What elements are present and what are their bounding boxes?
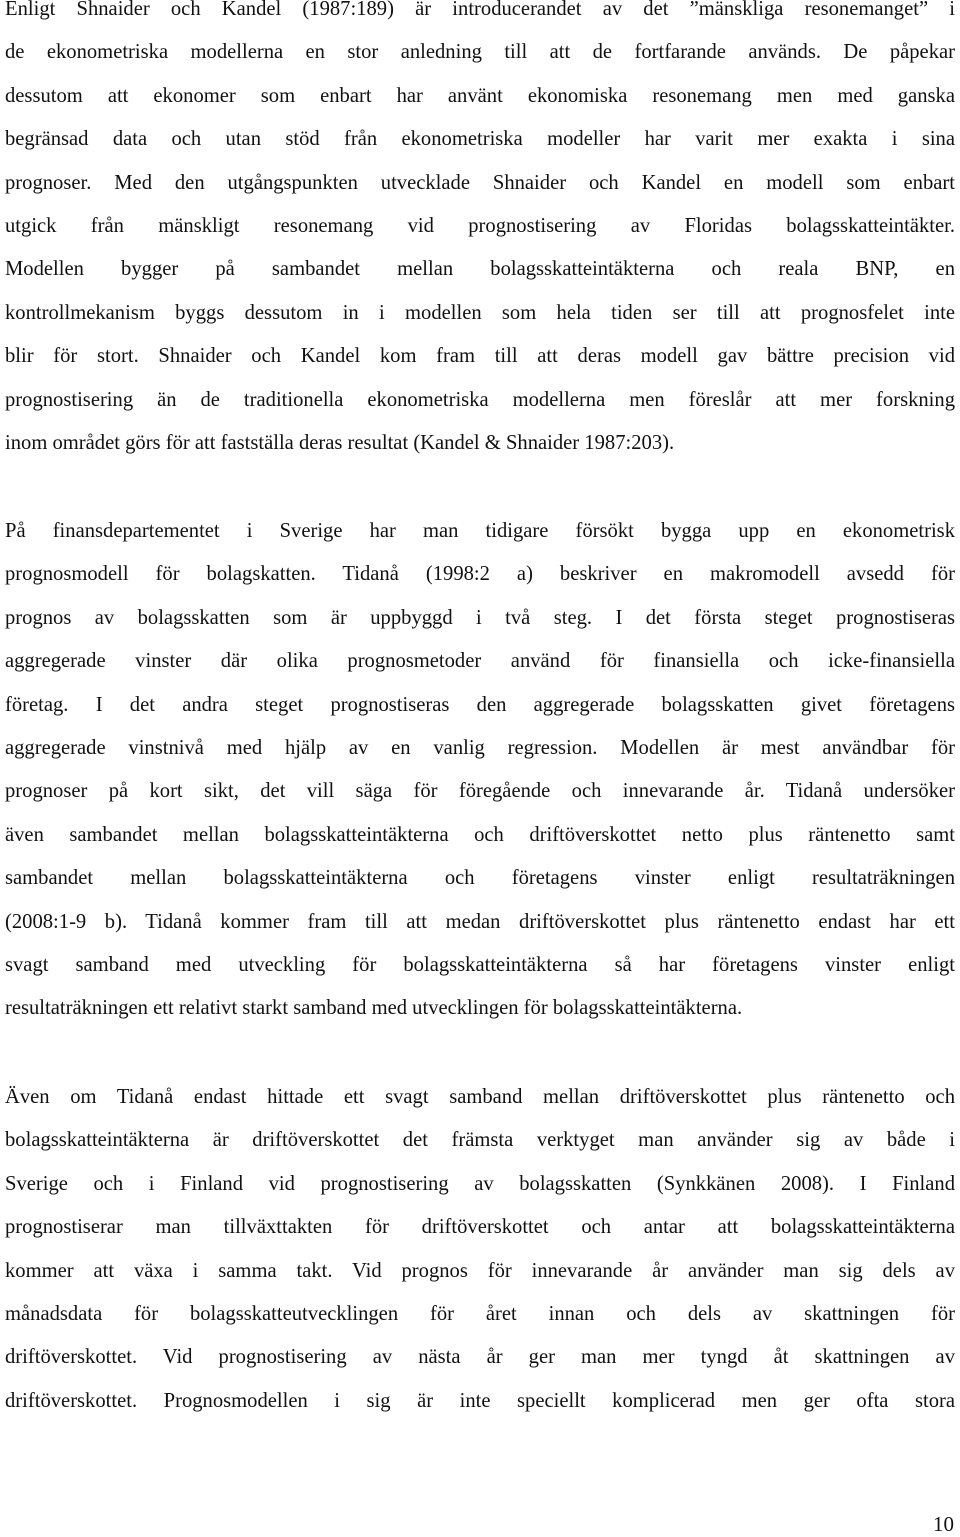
text-line: På finansdepartementet i Sverige har man tidigare försökt bygga upp en ekonometrisk [5, 520, 955, 542]
text-line: de ekonometriska modellerna en stor anledning till att de fortfarande används. De påpekar [5, 41, 955, 64]
text-line: kontrollmekanism byggs dessutom in i modellen som hela tiden ser till att prognosfelet inte [5, 301, 955, 324]
text-line: bolagsskatteintäkterna är driftöverskottet det främsta verktyget man använder sig av både i [5, 1129, 955, 1152]
text-line: månadsdata för bolagsskatteutvecklingen för året innan och dels av skattningen för [5, 1302, 955, 1325]
text-line: (2008:1-9 b). Tidanå kommer fram till att medan driftöverskottet plus räntenetto endast har ett [5, 910, 955, 933]
text-line: resultaträkningen ett relativt starkt samband med utvecklingen för bolagsskatteintäkterna. [5, 997, 743, 1020]
text-line: sambandet mellan bolagsskatteintäkterna och företagens vinster enligt resultaträkningen [5, 867, 955, 890]
text-line: prognostiserar man tillväxttakten för driftöverskottet och antar att bolagsskatteintäkterna [5, 1216, 955, 1239]
text-line: företag. I det andra steget prognostiseras den aggregerade bolagsskatten givet företagens [5, 693, 955, 716]
text-line: Även om Tidanå endast hittade ett svagt samband mellan driftöverskottet plus räntenetto och [5, 1086, 955, 1108]
paragraph-driftoverskottet [5, 1076, 955, 1423]
text-line: prognostisering än de traditionella ekonometriska modellerna men föreslår att mer forskning [5, 388, 955, 411]
text-line: blir för stort. Shnaider och Kandel kom fram till att deras modell gav bättre precision vid [5, 345, 955, 368]
text-line: aggregerade vinster där olika prognosmetoder använd för finansiella och icke-finansiella [5, 650, 955, 673]
text-line: utgick från mänskligt resonemang vid prognostisering av Floridas bolagsskatteintäkter. [5, 214, 955, 237]
text-line: begränsad data och utan stöd från ekonometriska modeller har varit mer exakta i sina [5, 128, 955, 151]
text-line: Sverige och i Finland vid prognostisering av bolagsskatten (Synkkänen 2008). I Finland [5, 1172, 955, 1195]
paragraph-shnaider-kandel [5, 0, 955, 465]
paragraph-finansdepartementet [5, 510, 955, 1031]
text-line: Enligt Shnaider och Kandel (1987:189) är introducerandet av det ”mänskliga resonemanget” i [5, 0, 955, 20]
text-line: dessutom att ekonomer som enbart har använt ekonomiska resonemang men med ganska [5, 84, 955, 107]
page-number: 10 [933, 1512, 954, 1536]
text-line: driftöverskottet. Vid prognostisering av nästa år ger man mer tyngd åt skattningen av [5, 1346, 955, 1369]
text-line: svagt samband med utveckling för bolagsskatteintäkterna så har företagens vinster enligt [5, 953, 955, 976]
text-line: prognosmodell för bolagskatten. Tidanå (1998:2 a) beskriver en makromodell avsedd för [5, 563, 955, 586]
text-line: kommer att växa i samma takt. Vid prognos för innevarande år använder man sig dels av [5, 1259, 955, 1282]
text-line: driftöverskottet. Prognosmodellen i sig är inte speciellt komplicerad men ger ofta stora [5, 1389, 955, 1412]
text-line: inom området görs för att fastställa deras resultat (Kandel & Shnaider 1987:203). [5, 431, 675, 454]
text-line: prognos av bolagsskatten som är uppbyggd i två steg. I det första steget prognostiseras [5, 606, 955, 629]
text-line: aggregerade vinstnivå med hjälp av en vanlig regression. Modellen är mest användbar för [5, 736, 955, 759]
text-line: Modellen bygger på sambandet mellan bolagsskatteintäkterna och reala BNP, en [5, 258, 955, 281]
text-line: prognoser. Med den utgångspunkten utvecklade Shnaider och Kandel en modell som enbart [5, 171, 955, 194]
text-line: även sambandet mellan bolagsskatteintäkterna och driftöverskottet netto plus räntenetto samt [5, 823, 955, 846]
text-line: prognoser på kort sikt, det vill säga för föregående och innevarande år. Tidanå undersöker [5, 780, 955, 803]
